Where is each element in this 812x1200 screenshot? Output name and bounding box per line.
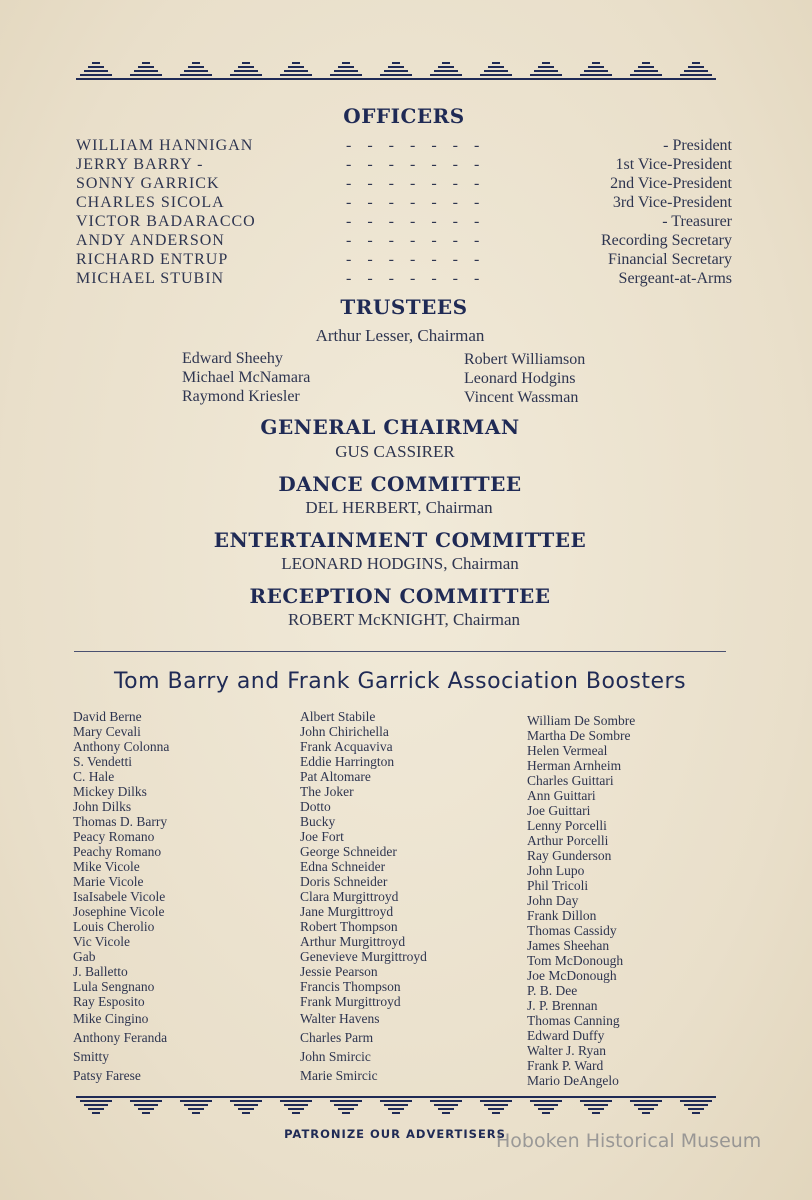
name-entry: Ann Guittari [527,788,596,803]
name-entry: John Lupo [527,863,585,878]
border-connector [614,78,628,80]
reception-committee-heading: RECEPTION COMMITTEE [249,584,551,608]
name-entry: Tom McDonough [527,953,624,968]
officer-row [76,174,732,193]
name-entry: Mike Cingino [73,1011,149,1026]
officer-row [76,231,732,250]
name-entry: Leonard Hodgins [464,370,576,387]
name-entry: Joe McDonough [527,968,617,983]
name-entry: Edna Schneider [300,859,386,874]
pyramid-ornament [626,62,666,80]
name-entry: William De Sombre [527,713,636,728]
pyramid-ornament [326,1096,366,1114]
name-entry: Raymond Kriesler [182,388,300,405]
trustees-heading: TRUSTEES [340,295,468,319]
pyramid-ornament [276,1096,316,1114]
name-entry: Eddie Harrington [300,754,395,769]
name-entry: Gab [73,949,96,964]
name-entry: Peachy Romano [73,844,162,859]
name-entry: Michael McNamara [182,369,311,386]
border-connector [564,1096,578,1098]
officer-title: 3rd Vice-President [612,194,732,211]
name-entry: Pat Altomare [300,769,371,784]
name-entry: Charles Guittari [527,773,614,788]
pyramid-ornament [476,62,516,80]
name-entry: Jessie Pearson [300,964,378,979]
name-entry: Clara Murgittroyd [300,889,399,904]
general-chairman-name: GUS CASSIRER [335,442,455,461]
pyramid-ornament [626,1096,666,1114]
trustees-left-column [182,349,310,406]
boosters-heading: Tom Barry and Frank Garrick Association Boosters [113,669,687,694]
name-entry: Albert Stabile [300,709,376,724]
name-entry: Ray Esposito [73,994,145,1009]
officers-heading: OFFICERS [343,104,465,128]
border-connector [164,1096,178,1098]
name-entry: C. Hale [73,769,115,784]
border-connector [214,78,228,80]
pyramid-ornament [576,62,616,80]
pyramid-ornament [676,62,716,80]
leader-dashes: - - - - - - - [338,156,488,173]
name-entry: Arthur Porcelli [527,833,609,848]
pyramid-ornament [376,62,416,80]
name-entry: Vic Vicole [73,934,130,949]
name-entry: Robert Thompson [300,919,398,934]
pyramid-ornament [476,1096,516,1114]
name-entry: David Berne [73,709,142,724]
officer-name: ANDY ANDERSON [76,232,225,249]
officer-name: MICHAEL STUBIN [76,270,225,287]
name-entry: Marie Smircic [300,1068,378,1083]
name-entry: Marie Vicole [73,874,144,889]
name-entry: George Schneider [300,844,397,859]
pyramid-ornament [576,1096,616,1114]
officer-name: RICHARD ENTRUP [76,251,229,268]
boosters-column-3 [527,713,635,1088]
officer-title: - President [663,137,732,154]
name-entry: Thomas Cassidy [527,923,617,938]
pyramid-ornament [276,62,316,80]
stepped-pyramid-border-inverted [76,1094,726,1118]
name-entry: John Smircic [300,1049,371,1064]
border-connector [414,78,428,80]
boosters-column-1 [73,709,169,1085]
border-connector [264,78,278,80]
leader-dashes: - - - - - - - [338,270,488,287]
officer-title: 2nd Vice-President [610,175,732,192]
border-connector [364,78,378,80]
pyramid-ornament [426,62,466,80]
leader-dashes: - - - - - - - [338,137,488,154]
officer-name: JERRY BARRY - [76,156,204,173]
pyramid-ornament [326,62,366,80]
border-connector [514,78,528,80]
officer-title: Financial Secretary [608,251,732,268]
name-entry: J. P. Brennan [527,998,598,1013]
pyramid-ornament [76,1096,116,1114]
name-entry: Mike Vicole [73,859,140,874]
stepped-pyramid-border [76,60,726,84]
border-connector [164,78,178,80]
name-entry: Martha De Sombre [527,728,631,743]
border-connector [514,1096,528,1098]
trustees-right-column [464,350,585,407]
border-connector [464,78,478,80]
name-entry: Josephine Vicole [73,904,165,919]
name-entry: Walter J. Ryan [527,1043,606,1058]
pyramid-ornament [176,62,216,80]
name-entry: Lula Sengnano [73,979,155,994]
border-connector [664,78,678,80]
reception-committee-chairman: ROBERT McKNIGHT, Chairman [287,610,521,629]
officer-name: SONNY GARRICK [76,175,220,192]
name-entry: J. Balletto [73,964,128,979]
border-connector [464,1096,478,1098]
border-connector [314,78,328,80]
name-entry: Smitty [73,1049,110,1064]
border-connector [264,1096,278,1098]
name-entry: The Joker [300,784,354,799]
name-entry: Herman Arnheim [527,758,622,773]
name-entry: Robert Williamson [464,351,586,368]
name-entry: Genevieve Murgittroyd [300,949,427,964]
officer-row [76,269,732,288]
name-entry: Thomas D. Barry [73,814,168,829]
pyramid-ornament [76,62,116,80]
name-entry: John Chirichella [300,724,389,739]
name-entry: Lenny Porcelli [527,818,607,833]
name-entry: Anthony Colonna [73,739,170,754]
name-entry: Jane Murgittroyd [300,904,394,919]
name-entry: Frank Murgittroyd [300,994,401,1009]
border-connector [114,78,128,80]
name-entry: Mario DeAngelo [527,1073,619,1088]
name-entry: Doris Schneider [300,874,388,889]
officer-row [76,250,732,269]
border-connector [114,1096,128,1098]
officers-list [76,136,732,288]
officer-title: - Treasurer [662,213,732,230]
entertainment-committee-heading: ENTERTAINMENT COMMITTEE [213,528,587,552]
entertainment-committee-chairman: LEONARD HODGINS, Chairman [281,554,519,573]
officer-name: WILLIAM HANNIGAN [76,137,254,154]
dance-committee-heading: DANCE COMMITTEE [278,472,522,496]
border-connector [364,1096,378,1098]
border-connector [564,78,578,80]
name-entry: Frank Acquaviva [300,739,393,754]
border-connector [314,1096,328,1098]
museum-watermark: Hoboken Historical Museum [496,1130,762,1152]
name-entry: Mary Cevali [73,724,141,739]
leader-dashes: - - - - - - - [338,232,488,249]
pyramid-ornament [176,1096,216,1114]
trustees-chairman: Arthur Lesser, Chairman [315,326,485,345]
name-entry: Anthony Feranda [73,1030,168,1045]
leader-dashes: - - - - - - - [338,175,488,192]
top-decorative-border [76,60,726,84]
name-entry: Frank P. Ward [527,1058,604,1073]
section-divider [74,651,726,652]
leader-dashes: - - - - - - - [338,213,488,230]
officer-title: 1st Vice-President [615,156,732,173]
officer-row [76,212,732,231]
officer-row [76,193,732,212]
leader-dashes: - - - - - - - [338,194,488,211]
pyramid-ornament [526,62,566,80]
name-entry: Louis Cherolio [73,919,155,934]
name-entry: Helen Vermeal [527,743,608,758]
pyramid-ornament [226,62,266,80]
pyramid-ornament [676,1096,716,1114]
pyramid-ornament [426,1096,466,1114]
border-connector [614,1096,628,1098]
name-entry: Joe Fort [300,829,344,844]
general-chairman-heading: GENERAL CHAIRMAN [260,415,520,439]
name-entry: Peacy Romano [73,829,155,844]
name-entry: James Sheehan [527,938,610,953]
name-entry: Ray Gunderson [527,848,612,863]
pyramid-ornament [226,1096,266,1114]
footer-slogan: PATRONIZE OUR ADVERTISERS [284,1127,506,1141]
name-entry: Vincent Wassman [464,389,579,406]
name-entry: John Dilks [73,799,132,814]
name-entry: Thomas Canning [527,1013,620,1028]
name-entry: Bucky [300,814,336,829]
officer-name: VICTOR BADARACCO [76,213,256,230]
name-entry: S. Vendetti [73,754,133,769]
name-entry: Walter Havens [300,1011,380,1026]
officer-row [76,136,732,155]
name-entry: P. B. Dee [527,983,578,998]
name-entry: Charles Parm [300,1030,374,1045]
border-connector [214,1096,228,1098]
border-connector [664,1096,678,1098]
name-entry: Edward Duffy [527,1028,605,1043]
name-entry: Phil Tricoli [527,878,589,893]
officer-title: Recording Secretary [600,232,732,249]
name-entry: Frank Dillon [527,908,597,923]
name-entry: John Day [527,893,579,908]
boosters-column-2 [300,709,427,1085]
name-entry: Mickey Dilks [73,784,147,799]
name-entry: Joe Guittari [527,803,591,818]
bottom-decorative-border [76,1094,726,1118]
name-entry: Arthur Murgittroyd [300,934,406,949]
name-entry: Francis Thompson [300,979,401,994]
dance-committee-chairman: DEL HERBERT, Chairman [305,498,493,517]
pyramid-ornament [126,62,166,80]
pyramid-ornament [526,1096,566,1114]
pyramid-ornament [126,1096,166,1114]
officer-name: CHARLES SICOLA [76,194,225,211]
officer-row [76,155,732,174]
border-connector [414,1096,428,1098]
officer-title: Sergeant-at-Arms [618,270,732,287]
pyramid-ornament [376,1096,416,1114]
name-entry: IsaIsabele Vicole [73,889,166,904]
name-entry: Patsy Farese [73,1068,141,1083]
name-entry: Edward Sheehy [182,350,283,367]
name-entry: Dotto [300,799,331,814]
leader-dashes: - - - - - - - [338,251,488,268]
